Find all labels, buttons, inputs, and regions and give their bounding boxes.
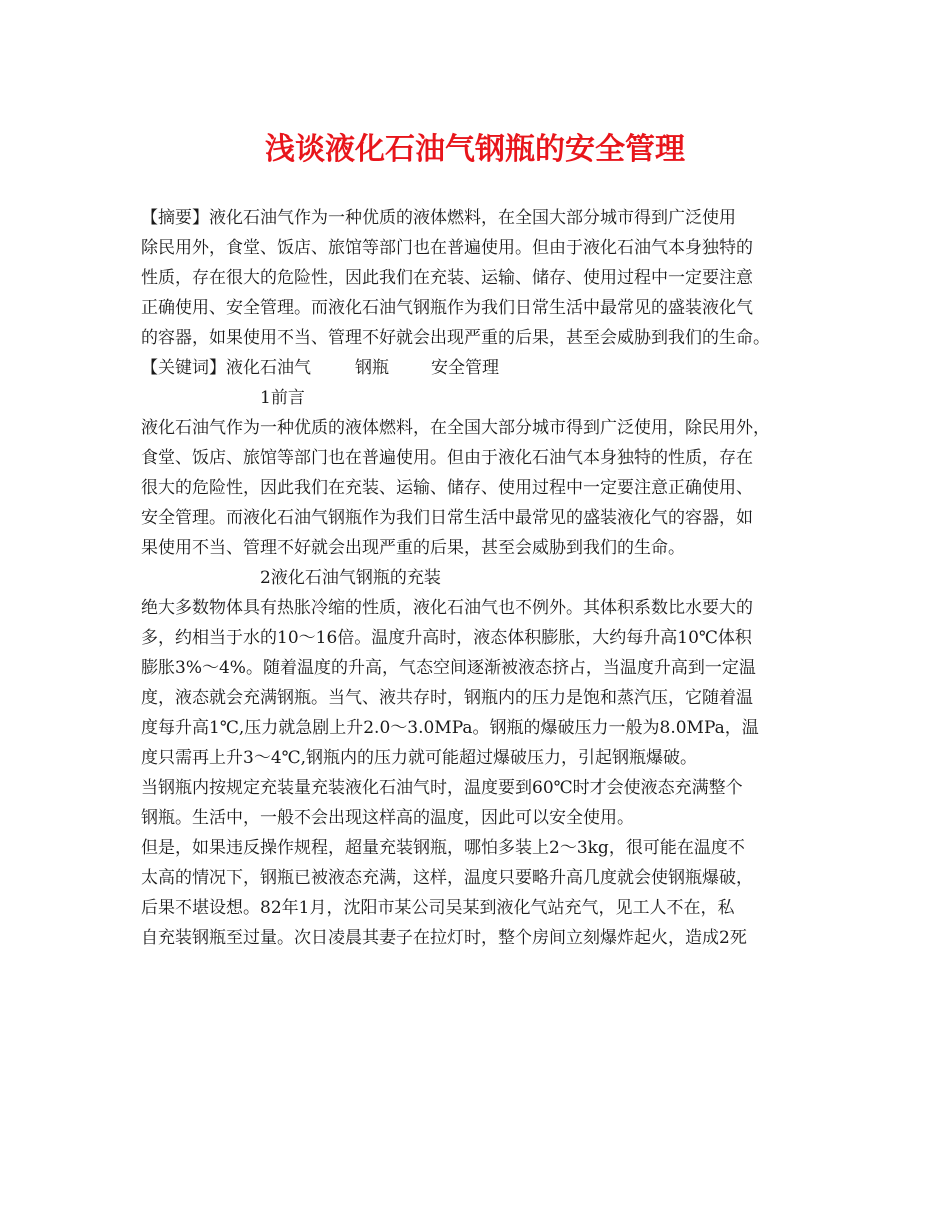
paragraph-line: 当钢瓶内按规定充装量充装液化石油气时，温度要到60℃时才会使液态充满整个 [141,778,743,798]
keyword: 安全管理 [431,358,499,378]
paragraph-line: 绝大多数物体具有热胀冷缩的性质，液化石油气也不例外。其体积系数比水要大的 [141,598,753,618]
paragraph-line: 果使用不当、管理不好就会出现严重的后果，甚至会威胁到我们的生命。 [141,538,685,558]
paragraph-line: 钢瓶。生活中，一般不会出现这样高的温度，因此可以安全使用。 [141,808,634,828]
abstract [141,203,821,353]
paragraph-line: 安全管理。而液化石油气钢瓶作为我们日常生活中最常见的盛装液化气的容器，如 [141,508,753,528]
abstract-line: 的容器，如果使用不当、管理不好就会出现严重的后果，甚至会威胁到我们的生命。 [141,328,770,348]
keyword: 液化石油气 [226,358,311,378]
paragraph-line: 膨胀3%～4%。随着温度的升高，气态空间逐渐被液态挤占，当温度升高到一定温 [141,658,756,678]
document-body [141,203,821,953]
paragraph-line: 度只需再上升3～4℃,钢瓶内的压力就可能超过爆破压力，引起钢瓶爆破。 [141,748,698,768]
paragraph-line: 太高的情况下，钢瓶已被液态充满，这样，温度只要略升高几度就会使钢瓶爆破， [141,868,753,888]
paragraph-line: 液化石油气作为一种优质的液体燃料，在全国大部分城市得到广泛使用，除民用外， [141,418,770,438]
paragraph-line: 很大的危险性，因此我们在充装、运输、储存、使用过程中一定要注意正确使用、 [141,478,753,498]
paragraph-line: 食堂、饭店、旅馆等部门也在普遍使用。但由于液化石油气本身独特的性质，存在 [141,448,753,468]
paragraph-line: 度，液态就会充满钢瓶。当气、液共存时，钢瓶内的压力是饱和蒸汽压，它随着温 [141,688,753,708]
keyword: 钢瓶 [355,358,389,378]
keywords-row [141,353,821,383]
paragraph-line: 多，约相当于水的10～16倍。温度升高时，液态体积膨胀，大约每升高10℃体积 [141,628,752,648]
section-heading-intro: 1前言 [260,388,305,408]
document-title: 浅谈液化石油气钢瓶的安全管理 [265,132,685,167]
paragraph-line: 后果不堪设想。82年1月，沈阳市某公司吴某到液化气站充气，见工人不在，私 [141,898,735,918]
abstract-line: 性质，存在很大的危险性，因此我们在充装、运输、储存、使用过程中一定要注意 [141,268,753,288]
paragraph-line: 度每升高1℃,压力就急剧上升2.0～3.0MPa。钢瓶的爆破压力一般为8.0MPa，温 [141,718,759,738]
paragraph-line: 自充装钢瓶至过量。次日凌晨其妻子在拉灯时，整个房间立刻爆炸起火，造成2死 [141,928,747,948]
abstract-line: 【摘要】液化石油气作为一种优质的液体燃料，在全国大部分城市得到广泛使用 [141,208,736,228]
keywords-label: 【关键词】 [141,358,226,378]
abstract-line: 除民用外，食堂、饭店、旅馆等部门也在普遍使用。但由于液化石油气本身独特的 [141,238,753,258]
section-intro [141,413,821,563]
abstract-line: 正确使用、安全管理。而液化石油气钢瓶作为我们日常生活中最常见的盛装液化气 [141,298,753,318]
section-filling [141,593,821,953]
section-heading-filling: 2液化石油气钢瓶的充装 [260,568,441,588]
paragraph-line: 但是，如果违反操作规程，超量充装钢瓶，哪怕多装上2～3kg，很可能在温度不 [141,838,745,858]
